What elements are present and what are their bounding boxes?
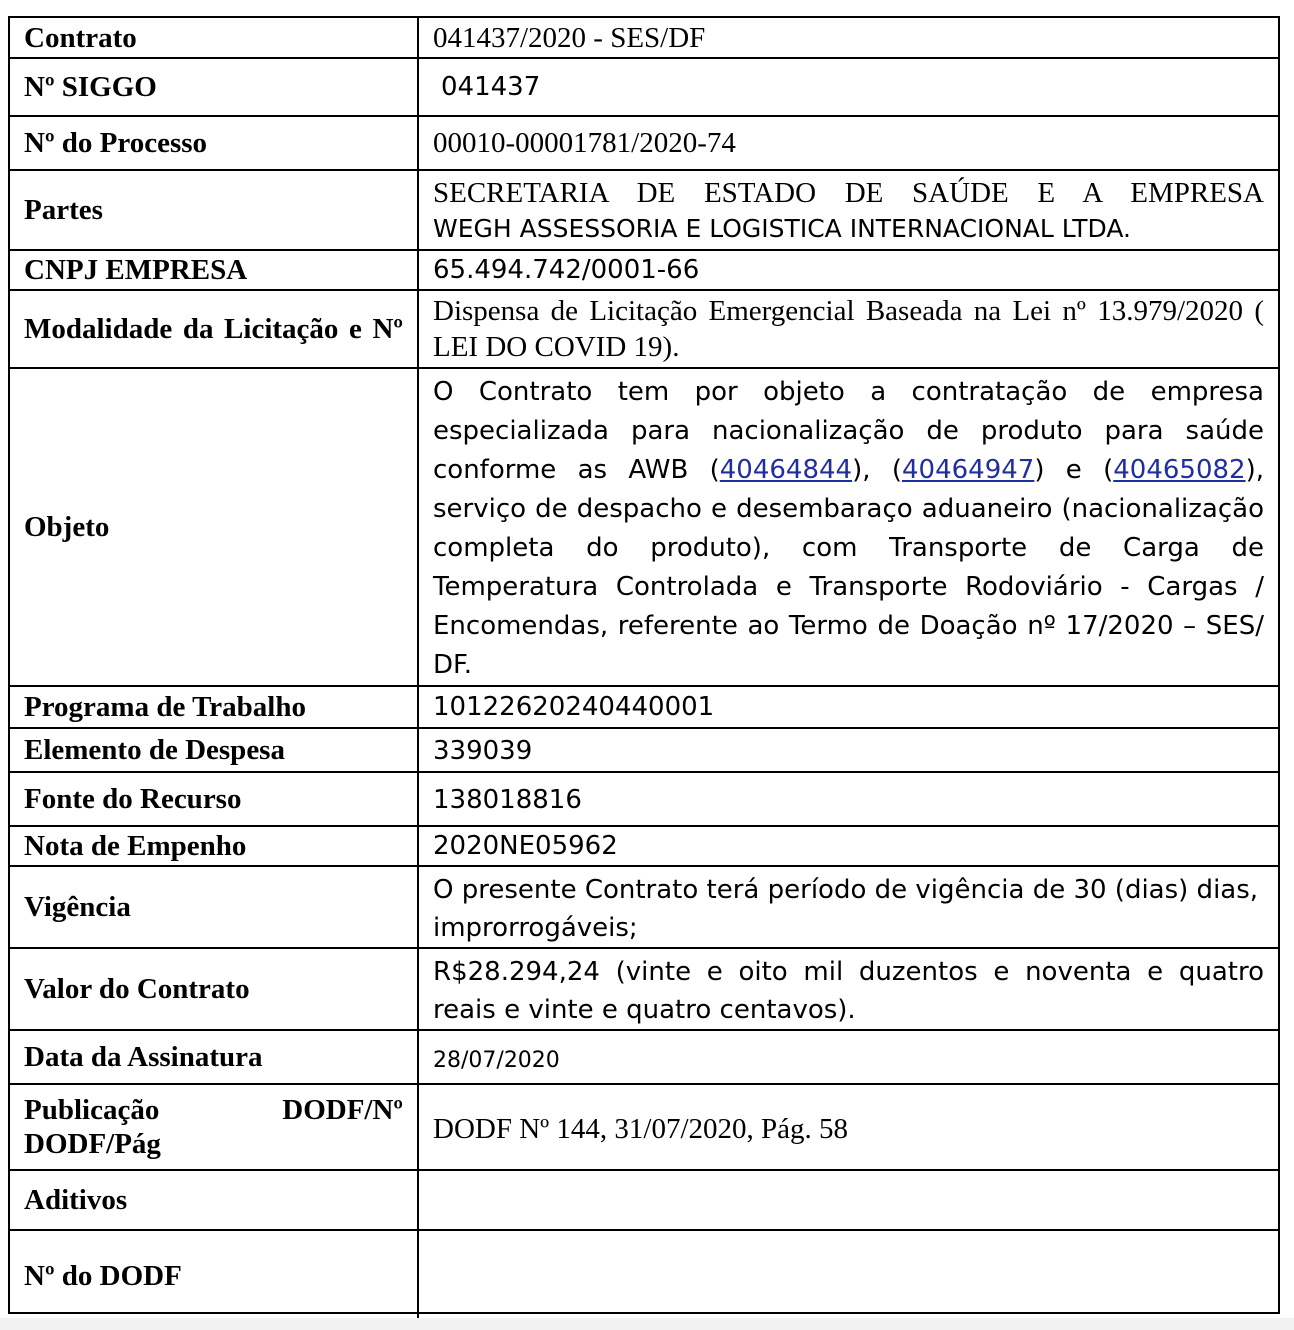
label-fonte: Fonte do Recurso: [10, 772, 418, 826]
value-partes: [418, 170, 1278, 250]
row-assinatura: [10, 1030, 1278, 1084]
label-dodf: Nº do DODF: [10, 1230, 418, 1320]
row-valor: [10, 948, 1278, 1030]
value-aditivos: [418, 1170, 1278, 1230]
value-vigencia: O presente Contrato terá período de vigência de 30 (dias) dias, improrrogáveis;: [418, 866, 1278, 948]
row-programa: [10, 686, 1278, 728]
value-fonte: 138018816: [418, 772, 1278, 826]
partes-line-2: WEGH ASSESSORIA E LOGISTICA INTERNACIONAL LTDA.: [433, 214, 1131, 243]
label-partes: Partes: [10, 170, 418, 250]
label-objeto: Objeto: [10, 368, 418, 686]
label-empenho: Nota de Empenho: [10, 826, 418, 866]
row-vigencia: [10, 866, 1278, 948]
awb-link-1[interactable]: 40464844: [719, 455, 853, 485]
value-modalidade: Dispensa de Licitação Emergencial Baseada na Lei nº 13.979/2020 ( LEI DO COVID 19).: [418, 290, 1278, 368]
label-assinatura: Data da Assinatura: [10, 1030, 418, 1084]
row-siggo: [10, 58, 1278, 116]
value-objeto: [418, 368, 1278, 686]
row-objeto: [10, 368, 1278, 686]
row-elemento: [10, 728, 1278, 772]
value-contrato: 041437/2020 - SES/DF: [418, 18, 1278, 58]
label-modalidade: Modalidade da Licitação e Nº: [10, 290, 418, 368]
label-siggo: Nº SIGGO: [10, 58, 418, 116]
objeto-text-before: O Contrato tem por objeto a contratação de empresa especializada para nacionalização de produto para saúde conforme as AWB (: [433, 377, 1264, 485]
value-elemento: 339039: [418, 728, 1278, 772]
awb-link-2[interactable]: 40464947: [901, 455, 1035, 485]
page-bottom-margin: [0, 1318, 1294, 1330]
row-aditivos: [10, 1170, 1278, 1230]
row-contrato: [10, 18, 1278, 58]
label-aditivos: Aditivos: [10, 1170, 418, 1230]
value-dodf: [418, 1230, 1278, 1320]
value-publicacao: DODF Nº 144, 31/07/2020, Pág. 58: [418, 1084, 1278, 1170]
label-elemento: Elemento de Despesa: [10, 728, 418, 772]
contract-table: [10, 18, 1278, 1320]
row-modalidade: [10, 290, 1278, 368]
row-publicacao: [10, 1084, 1278, 1170]
value-cnpj: 65.494.742/0001-66: [418, 250, 1278, 290]
label-vigencia: Vigência: [10, 866, 418, 948]
value-empenho: 2020NE05962: [418, 826, 1278, 866]
partes-line-1: SECRETARIA DE ESTADO DE SAÚDE E A EMPRESA: [433, 177, 1264, 209]
value-siggo: [418, 58, 1278, 116]
value-assinatura: 28/07/2020: [418, 1030, 1278, 1084]
value-valor: R$28.294,24 (vinte e oito mil duzentos e noventa e quatro reais e vinte e quatro centavos).: [418, 948, 1278, 1030]
label-publicacao: Publicação DODF/Nº DODF/Pág: [10, 1084, 418, 1170]
row-fonte: [10, 772, 1278, 826]
row-cnpj: [10, 250, 1278, 290]
contract-summary-sheet: [8, 16, 1280, 1314]
label-valor: Valor do Contrato: [10, 948, 418, 1030]
objeto-sep-1: ), (: [852, 455, 902, 485]
value-programa: 10122620240440001: [418, 686, 1278, 728]
value-processo: 00010-00001781/2020-74: [418, 116, 1278, 170]
objeto-sep-2: ) e (: [1034, 455, 1114, 485]
awb-link-3[interactable]: 40465082: [1113, 455, 1246, 485]
label-contrato: Contrato: [10, 18, 418, 58]
row-processo: [10, 116, 1278, 170]
label-cnpj: CNPJ EMPRESA: [10, 250, 418, 290]
row-empenho: [10, 826, 1278, 866]
siggo-number: 041437: [441, 72, 541, 102]
row-dodf: [10, 1230, 1278, 1320]
label-programa: Programa de Trabalho: [10, 686, 418, 728]
label-processo: Nº do Processo: [10, 116, 418, 170]
row-partes: [10, 170, 1278, 250]
objeto-text-after: ), serviço de despacho e desembaraço aduaneiro (nacionalização completa do produto), com Transporte de Carga de Temperatura Controlada e Transporte Rodoviário - Cargas / Encomendas, referente ao Termo de Doação nº 17/2020 – SES/ DF.: [433, 455, 1264, 680]
